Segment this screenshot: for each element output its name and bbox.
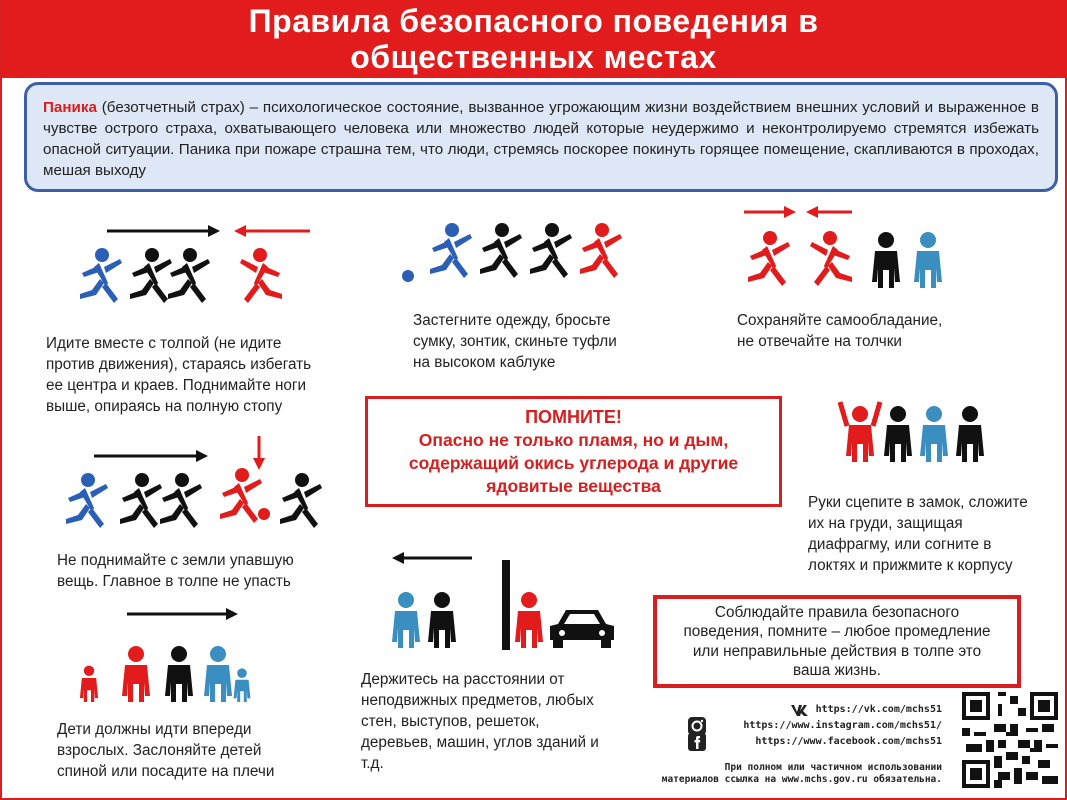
running-person-icon xyxy=(810,231,852,286)
arrow-down-icon xyxy=(253,436,265,470)
rules-box: Соблюдайте правила безопасного поведения, помните – любое промедление или неправильные действия в толпе это ваша жизнь. xyxy=(653,595,1021,688)
standing-person-icon xyxy=(846,406,874,462)
children-illustration xyxy=(80,608,251,702)
tip-crowd: Идите вместе с толпой (не идите против движения), стараясь избегать ее центра и краев. Поднимайте ноги выше, опираясь на полную стопу xyxy=(46,335,312,415)
remember-title: ПОМНИТЕ! xyxy=(525,406,622,427)
remember-line: Опасно не только пламя, но и дым, xyxy=(418,429,729,450)
fallen-item-illustration xyxy=(66,436,322,528)
arrow-right-icon xyxy=(127,608,238,620)
standing-person-icon xyxy=(914,232,942,288)
page-title-line-1: Правила безопасного поведения в xyxy=(248,3,819,39)
arrow-right-icon xyxy=(744,206,796,218)
running-person-icon xyxy=(220,468,262,523)
standing-person-icon xyxy=(80,666,98,702)
instagram-link[interactable]: https://www.instagram.com/mchs51/ xyxy=(743,720,942,731)
copyright-disclaimer: При полном или частичном использовании материалов ссылка на www.mchs.gov.ru обязательна. xyxy=(661,762,942,785)
running-person-icon xyxy=(168,248,210,303)
arrow-left-icon xyxy=(806,206,852,218)
vk-link[interactable]: https://vk.com/mchs51 xyxy=(815,704,942,715)
running-person-icon xyxy=(480,223,522,278)
tip-distance: Держитесь на расстоянии от неподвижных предметов, любых стен, выступов, решеток, деревьев, машин, углов зданий и т.д. xyxy=(361,671,599,772)
standing-person-icon xyxy=(956,406,984,462)
running-person-icon xyxy=(240,248,282,303)
standing-person-icon xyxy=(234,668,251,702)
qr-code[interactable] xyxy=(962,692,1058,788)
standing-person-icon xyxy=(872,232,900,288)
tip-calm: Сохраняйте самообладание, не отвечайте на толчки xyxy=(737,312,943,350)
pushing-illustration xyxy=(744,206,942,288)
running-person-icon xyxy=(748,231,790,286)
standing-person-icon xyxy=(392,592,420,648)
standing-person-icon xyxy=(920,406,948,462)
vk-link-row[interactable] xyxy=(687,702,942,718)
social-links xyxy=(687,702,942,750)
panic-definition-text: (безотчетный страх) – психологическое состояние, вызванное угрожающим жизни воздействием внешних условий и выраженное в чувстве острого страха, охватывающего человека или множество людей которые неудержимо и неконтролируемо стремятся избежать опасной ситуации. Паника при пожаре страшна тем, что люди, стремясь поскорее покинуть горящее помещение, скапливаются в проходах, мешая выходу xyxy=(43,99,1039,179)
car-icon xyxy=(550,610,614,648)
standing-person-icon xyxy=(122,646,150,702)
remember-line: содержащий окись углерода и другие xyxy=(408,452,739,473)
facebook-link[interactable]: https://www.facebook.com/mchs51 xyxy=(755,736,942,747)
running-person-icon xyxy=(120,473,162,528)
remember-line: ядовитые вещества xyxy=(486,475,661,496)
remember-box xyxy=(365,396,782,507)
vk-icon xyxy=(790,700,810,720)
arrow-right-icon xyxy=(94,450,208,462)
running-person-icon xyxy=(80,248,122,303)
wall-icon xyxy=(502,560,510,650)
tip-arms: Руки сцепите в замок, сложите их на груди, защищая диафрагму, или согните в локтях и прижмите к корпусу xyxy=(808,494,1028,574)
running-person-icon xyxy=(66,473,108,528)
tip-children: Дети должны идти впереди взрослых. Заслоняйте детей спиной или посадите на плечи xyxy=(57,721,275,780)
panic-term: Паника xyxy=(43,99,97,116)
tip-fallen-item: Не поднимайте с земли упавшую вещь. Главное в толпе не упасть xyxy=(57,552,294,590)
ball-icon xyxy=(402,270,414,282)
instagram-link-row[interactable] xyxy=(687,718,942,734)
standing-person-icon xyxy=(884,406,912,462)
running-person-icon xyxy=(530,223,572,278)
standing-person-icon xyxy=(204,646,232,702)
running-person-icon xyxy=(580,223,622,278)
tip-clothes: Застегните одежду, бросьте сумку, зонтик, скиньте туфли на высоком каблуке xyxy=(413,312,617,371)
standing-person-icon xyxy=(428,592,456,648)
running-person-icon xyxy=(130,248,172,303)
standing-person-icon xyxy=(165,646,193,702)
page-title-line-2: общественных местах xyxy=(350,39,717,75)
distance-illustration xyxy=(392,552,614,650)
standing-person-icon xyxy=(515,592,543,648)
running-person-icon xyxy=(160,473,202,528)
arrow-left-icon xyxy=(392,552,472,564)
arms-position-illustration xyxy=(840,402,984,462)
arrow-right-icon xyxy=(107,225,220,237)
running-person-icon xyxy=(280,473,322,528)
facebook-icon xyxy=(687,732,707,752)
arrow-left-icon xyxy=(234,225,310,237)
facebook-link-row[interactable] xyxy=(687,734,942,750)
crowd-scene-illustration xyxy=(80,225,310,303)
ball-icon xyxy=(258,508,270,520)
running-person-icon xyxy=(430,223,472,278)
dropping-items-illustration xyxy=(402,223,622,282)
